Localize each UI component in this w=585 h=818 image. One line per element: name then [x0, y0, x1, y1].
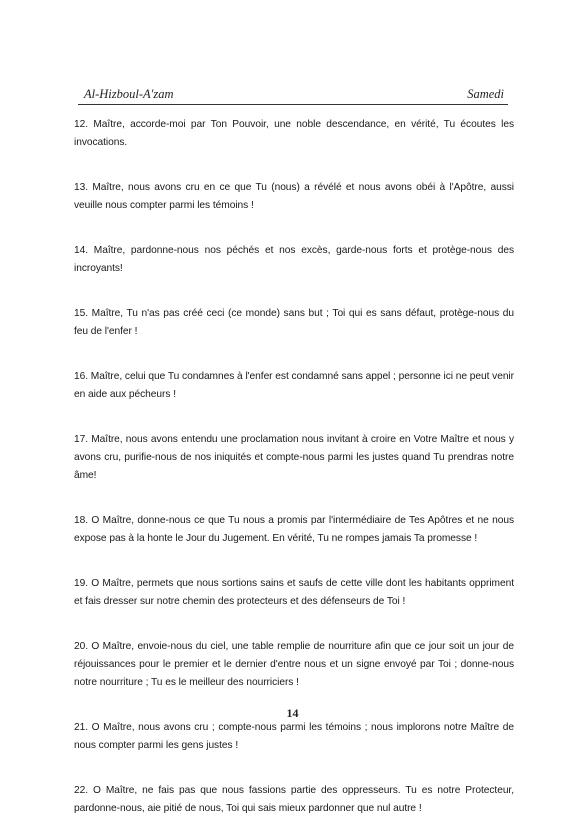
invocation-16: 16. Maître, celui que Tu condamnes à l'enfer est condamné sans appel ; personne ici ne peut venir en aide aux pécheurs ! [74, 371, 514, 400]
page-number: 14 [286, 706, 299, 720]
invocation-22: 22. O Maître, ne fais pas que nous fassions partie des oppresseurs. Tu es notre Protecteur, pardonne-nous, aie pitié de nous, Toi qui sais mieux pardonner que nul autre ! [74, 785, 514, 814]
invocation-14: 14. Maître, pardonne-nous nos péchés et nos excès, garde-nous forts et protège-nous des incroyants! [74, 245, 514, 274]
invocation-12: 12. Maître, accorde-moi par Ton Pouvoir, une noble descendance, en vérité, Tu écoutes les invocations. [74, 119, 514, 148]
header-book-title: Al-Hizboul-A'zam [84, 87, 174, 101]
header-day: Samedi [467, 87, 504, 101]
invocation-19: 19. O Maître, permets que nous sortions sains et saufs de cette ville dont les habitants oppriment et fais dresser sur notre chemin des protecteurs et des défenseurs de Toi ! [74, 578, 514, 607]
invocation-15: 15. Maître, Tu n'as pas créé ceci (ce monde) sans but ; Toi qui es sans défaut, protège-nous du feu de l'enfer ! [74, 308, 514, 337]
invocation-20: 20. O Maître, envoie-nous du ciel, une table remplie de nourriture afin que ce jour soit un jour de réjouissances pour le premier et le dernier d'entre nous et un signe envoyé par Toi ; donne-nous notre nourriture ; Tu es le meilleur des nourriciers ! [74, 641, 514, 688]
invocation-13: 13. Maître, nous avons cru en ce que Tu (nous) a révélé et nous avons obéi à l'Apôtre, aussi veuille nous compter parmi les témoins ! [74, 182, 514, 211]
invocation-17: 17. Maître, nous avons entendu une proclamation nous invitant à croire en Votre Maître et nous y avons cru, purifie-nous de nos iniquités et compte-nous parmi les justes quand Tu prendras notre âme! [74, 434, 514, 481]
invocation-18: 18. O Maître, donne-nous ce que Tu nous a promis par l'intermédiaire de Tes Apôtres et ne nous expose pas à la honte le Jour du Jugement. En vérité, Tu ne rompes jamais Ta promesse ! [74, 515, 514, 544]
invocation-21: 21. O Maître, nous avons cru ; compte-nous parmi les témoins ; nous implorons notre Maître de nous compter parmi les gens justes ! [74, 722, 514, 751]
running-header [78, 80, 508, 105]
